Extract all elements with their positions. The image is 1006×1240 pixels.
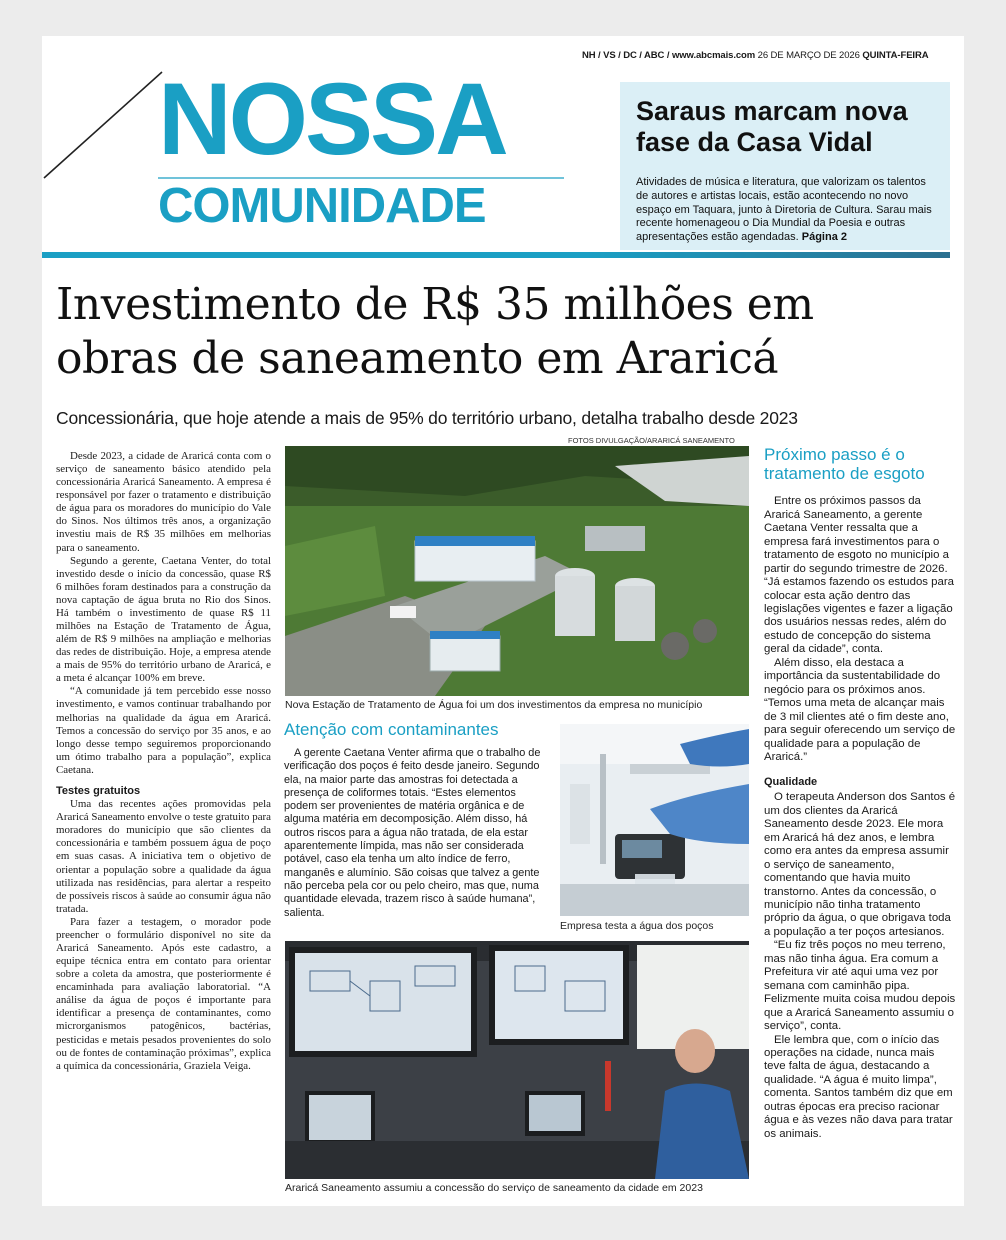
article-paragraph: Ele lembra que, com o início das operações na cidade, nunca mais teve falta de água, destacando a qualidade. “A água é muito limpa”, comenta. Santos também diz que em outras épocas era preciso racionar água e às vezes não dava para tratar os animais. [764, 1033, 953, 1140]
article-left-column [56, 450, 271, 1073]
teaser-page-ref[interactable]: Página 2 [801, 231, 847, 243]
masthead-title: NOSSA [158, 62, 506, 176]
article-paragraph: “Eu fiz três poços no meu terreno, mas não tinha água. Era comum a Prefeitura vir até aqui uma vez por semana com caminhão pipa. Felizmente muita coisa mudou depois que a Araricá Saneamento assumiu o serviço”, conta. [764, 939, 956, 1033]
newspaper-page [42, 36, 964, 1206]
dateline [582, 50, 944, 61]
dateline-editions: NH / VS / DC / ABC / [582, 50, 670, 61]
caption-photo1: Nova Estação de Tratamento de Água foi um dos investimentos da empresa no município [285, 699, 703, 711]
teaser-body [636, 176, 941, 245]
teaser-title[interactable]: Saraus marcam nova fase da Casa Vidal [636, 96, 908, 158]
section-heading-qualidade: Qualidade [764, 776, 818, 789]
caption-photo2: Empresa testa a água dos poços [560, 920, 714, 932]
section-heading-testes: Testes gratuitos [56, 784, 141, 797]
dateline-date: 26 DE MARÇO DE 2026 [757, 50, 860, 61]
teaser-box[interactable] [620, 82, 950, 250]
photo-lab-test [560, 724, 749, 916]
section-heading-esgoto: Próximo passo é o tratamento de esgoto [764, 445, 925, 483]
article-paragraph: Desde 2023, a cidade de Araricá conta com o serviço de saneamento básico atendido pela concessionária Araricá Saneamento. A empresa é responsável por fazer o tratamento e distribuição de água para os moradores do município do Vale do Sinos. Nos últimos três anos, a organização investiu mais de R$ 35 milhões em melhorias para o saneamento. [56, 450, 271, 554]
article-paragraph: Uma das recentes ações promovidas pela Araricá Saneamento envolve o teste gratuito para moradores do município que são clientes da concessionária e também possuem água de poço em suas casas. A iniciativa tem o objetivo de orientar a população sobre a qualidade da água utilizada nas residências, para alertar a respeito de possíveis riscos à saúde ao consumir água não tratada. [56, 798, 271, 915]
subheadline: Concessionária, que hoje atende a mais de 95% do território urbano, detalha trabalho desde 2023 [56, 408, 798, 428]
photo-control-room [285, 941, 749, 1179]
caption-photo3: Araricá Saneamento assumiu a concessão do serviço de saneamento da cidade em 2023 [285, 1182, 703, 1194]
article-paragraph: Segundo a gerente, Caetana Venter, do total investido desde o início da concessão, quase R$ 6 milhões foram destinados para a construção da nova captação de água bruta no Rio dos Sinos. Há também o investimento de quase R$ 11 milhões na Estação de Tratamento de Água, além de R$ 9 milhões na ampliação e melhorias das redes de distribuição. Hoje, a empresa atende a mais de 95% do território urbano de Araricá, e a meta é alcançar 100% em breve. [56, 554, 271, 685]
article-right-column [764, 446, 956, 1141]
photo-treatment-plant [285, 446, 749, 696]
headline: Investimento de R$ 35 milhões em obras de saneamento em Araricá [56, 279, 814, 385]
article-paragraph: O terapeuta Anderson dos Santos é um dos clientes da Araricá Saneamento desde 2023. Ele mora em Araricá há dez anos, e lembra como era antes da empresa assumir o serviço de saneamento, comentando que havia muito transtorno. Antes da concessão, o município não tinha tratamento próprio da água, o que obrigava toda a população a ter poços artesianos. [764, 791, 956, 938]
article-paragraph: Entre os próximos passos da Araricá Saneamento, a gerente Caetana Venter ressalta que a empresa fará investimentos para o tratamento de esgoto no município a partir do segundo trimestre de 2026. “Já estamos fazendo os estudos para colocar esta ação dentro das legislações vigentes e fazer a ligação dos usuários nessas redes, além do estudo de concepção do sistema geral da cidade”, conta. [764, 495, 954, 656]
article-middle-text [284, 747, 552, 920]
article-paragraph: A gerente Caetana Venter afirma que o trabalho de verificação dos poços é feito desde janeiro. Segundo ela, na maior parte das amostras foi detectada a presença de coliformes totais. “Estes elementos podem ser provenientes de matéria orgânica e de alguma matéria em decomposição. Além disso, há outros riscos para a água não tratada, de ela estar aparentemente límpida, mas não ser considerada potável, caso ela tenha um alto índice de ferro, manganês e alumínio. São coisas que talvez a gente não perceba pela cor ou pelo cheiro, mas que, numa quantidade elevada, trazem risco à saúde humana”, salienta. [284, 747, 541, 919]
photo-credit: FOTOS DIVULGAÇÃO/ARARICÁ SANEAMENTO [568, 436, 735, 445]
article-paragraph: Para fazer a testagem, o morador pode preencher o formulário disponível no site da Araricá Saneamento. Após este cadastro, a equipe técnica entra em contato para orientar sobre a coleta da amostra, que posteriormente é encaminhada para avaliação laboratorial. “A análise da água de poços é importante para identificar a presença de contaminantes, como microrganismos patogênicos, bactérias, pesticidas e metais pesados provenientes do solo ou de fontes de contaminação próximas”, explica a química da concessionária, Graziela Veiga. [56, 915, 271, 1072]
dateline-site[interactable]: www.abcmais.com [671, 50, 756, 61]
section-heading-contaminantes: Atenção com contaminantes [284, 720, 499, 739]
dateline-weekday: QUINTA-FEIRA [862, 50, 929, 61]
masthead-rule [42, 252, 950, 258]
teaser-text: Atividades de música e literatura, que valorizam os talentos de autores e artistas locais, estão acontecendo no novo espaço em Taquara, junto à Diretoria de Cultura. Sarau mais recente homenageou o Dia Mundial da Poesia e outras apresentações estão agendadas. [636, 176, 932, 243]
masthead-subtitle: COMUNIDADE [158, 179, 486, 233]
article-paragraph: “A comunidade já tem percebido esse nosso investimento, e vamos continuar trabalhando por melhorias na qualidade da água em Araricá. Temos a concessão do serviço por 35 anos, e ao longo desse tempo seguiremos proporcionando um ótimo trabalho para a população”, explica Caetana. [56, 685, 271, 776]
article-paragraph: Além disso, ela destaca a importância da sustentabilidade do negócio para os próximos anos. “Temos uma meta de alcançar mais de 3 mil clientes até o fim deste ano, para seguir oferecendo um serviço de qualidade para a população de Araricá.” [764, 656, 956, 763]
